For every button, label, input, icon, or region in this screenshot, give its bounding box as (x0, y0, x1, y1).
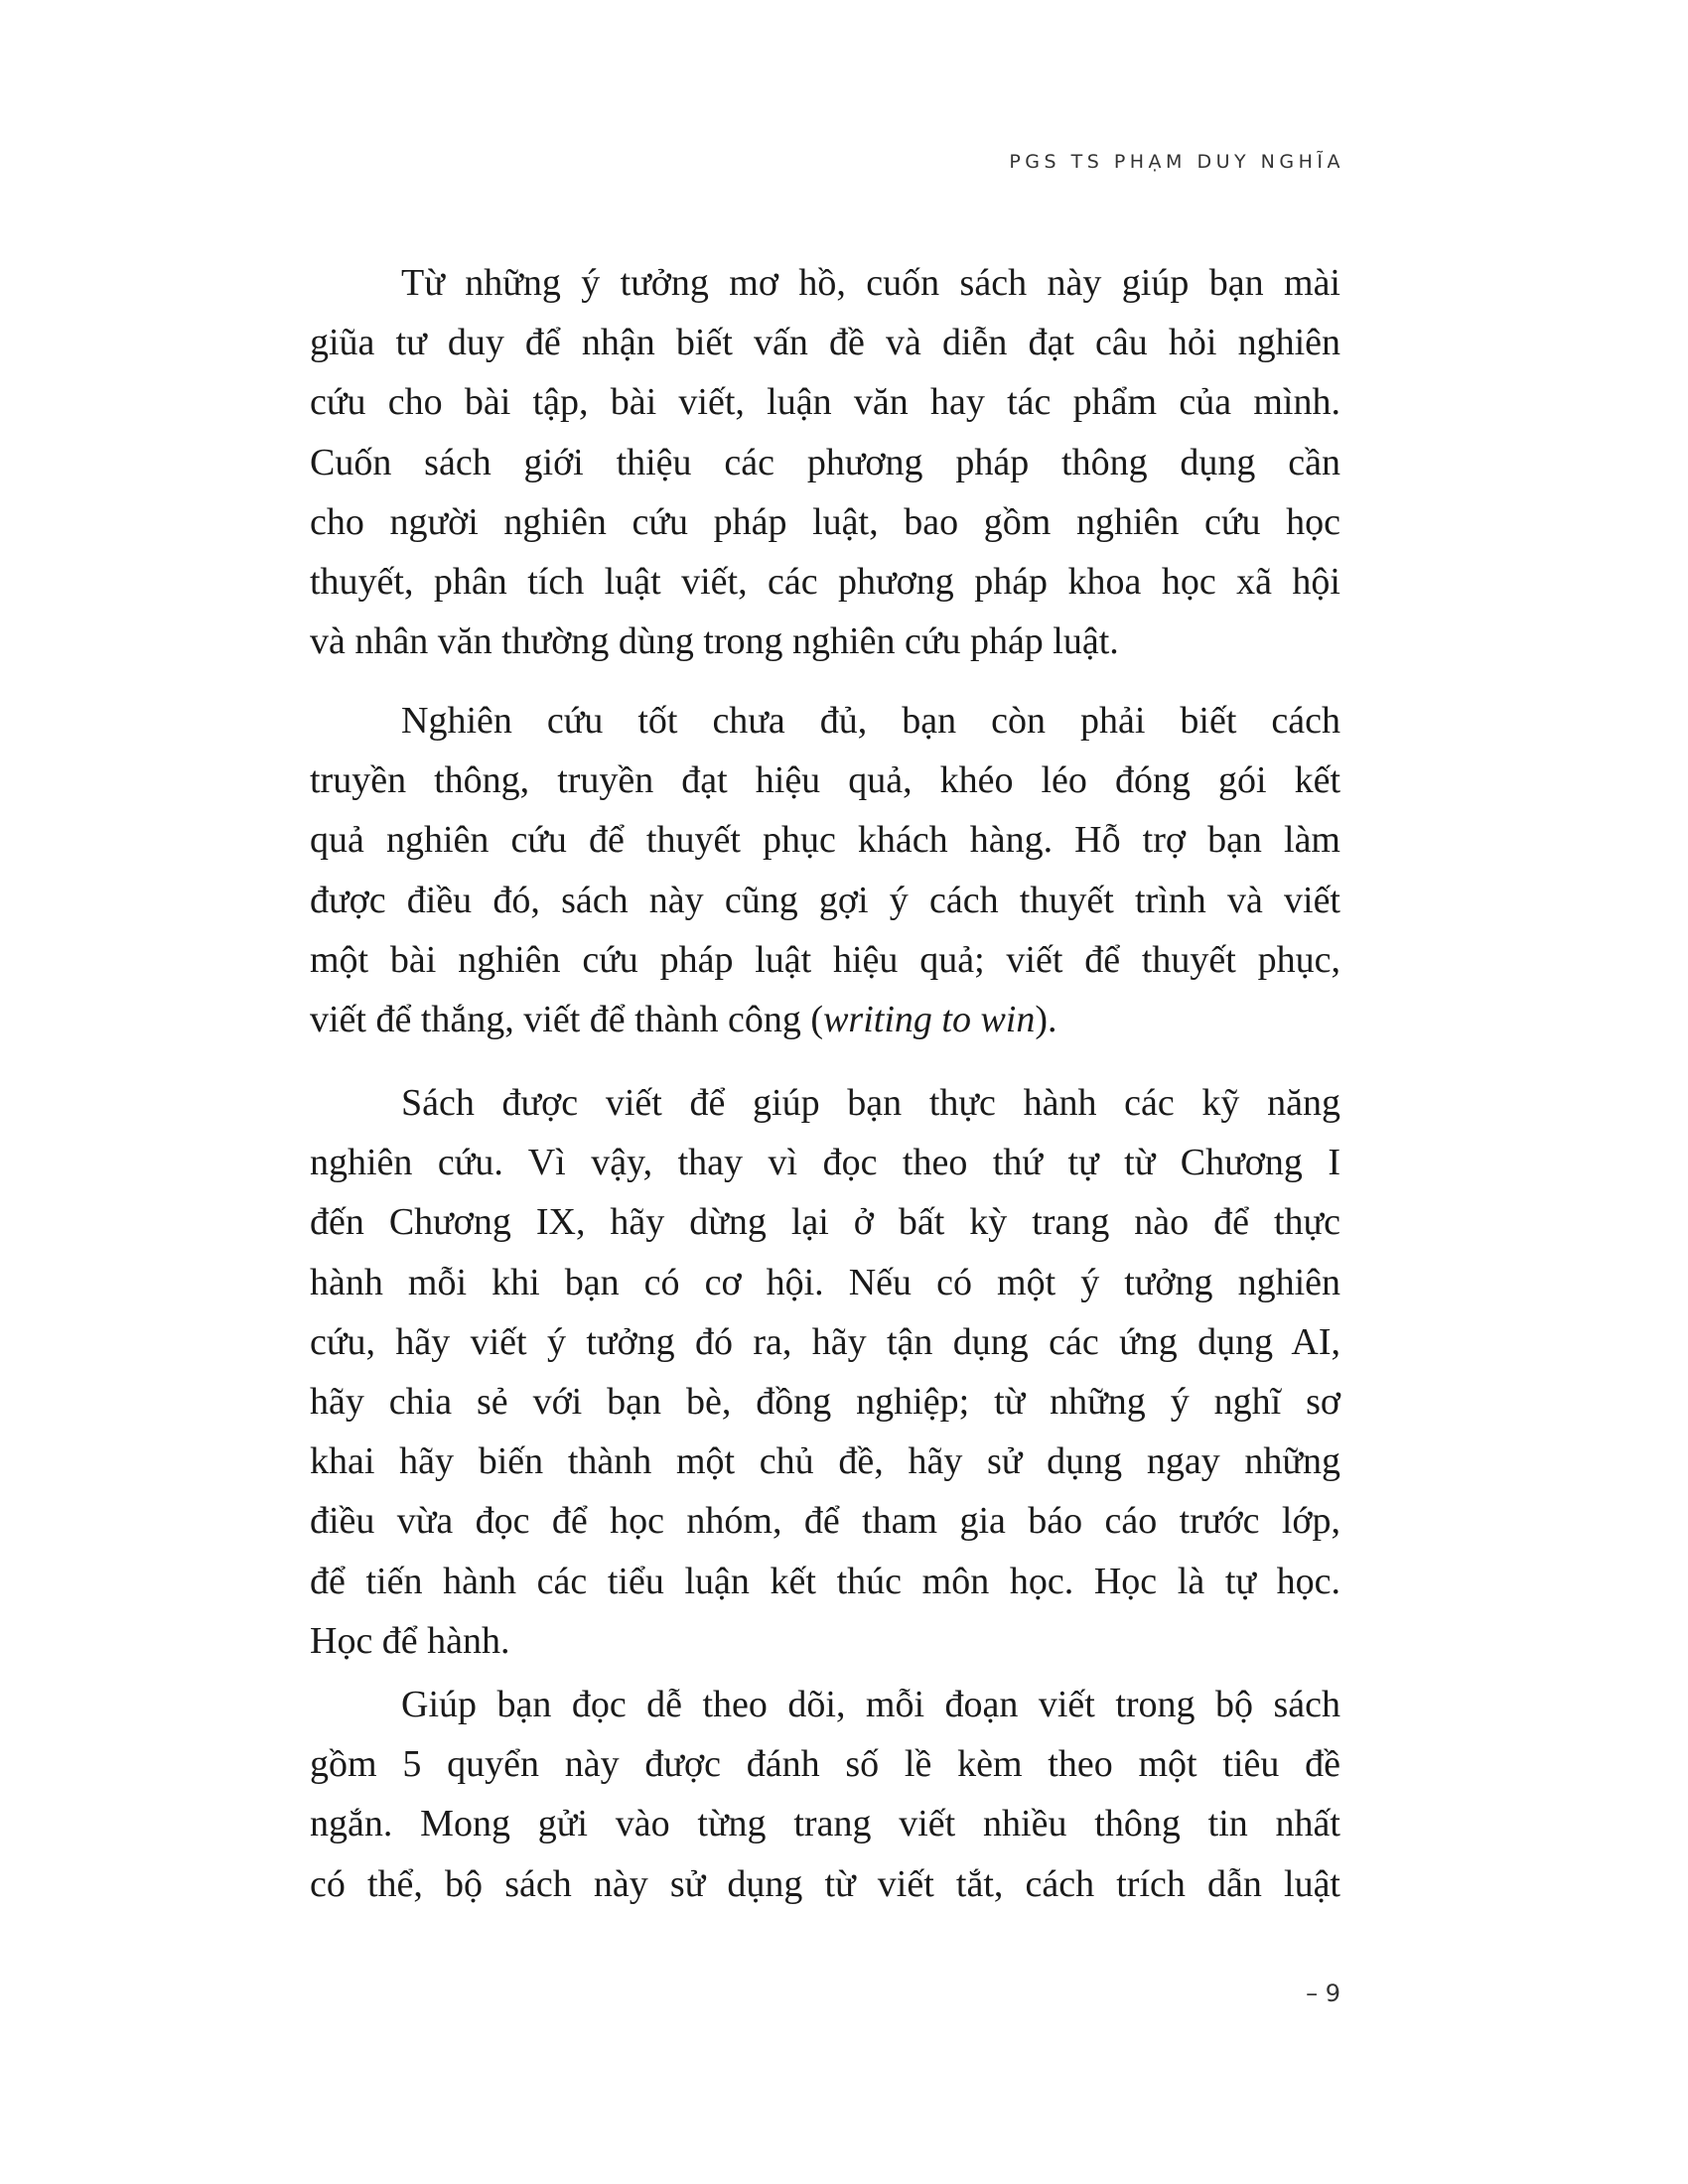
text-line: nghiên cứu. Vì vậy, thay vì đọc theo thứ tự từ Chương I (310, 1142, 1340, 1184)
running-header-author: PGS TS PHẠM DUY NGHĨA (1009, 151, 1344, 173)
paragraph-2 (310, 691, 1340, 1049)
text-line: quả nghiên cứu để thuyết phục khách hàng. Hỗ trợ bạn làm (310, 819, 1340, 862)
text-line: truyền thông, truyền đạt hiệu quả, khéo léo đóng gói kết (310, 759, 1340, 802)
text-line: Sách được viết để giúp bạn thực hành các kỹ năng (401, 1082, 1340, 1124)
text-line: khai hãy biến thành một chủ đề, hãy sử dụng ngay những (310, 1440, 1340, 1483)
text-line: và nhân văn thường dùng trong nghiên cứu pháp luật. (310, 620, 1119, 663)
text-line: Nghiên cứu tốt chưa đủ, bạn còn phải biết cách (401, 700, 1340, 742)
text-line: Học để hành. (310, 1619, 510, 1662)
text-segment: ). (1035, 998, 1057, 1040)
text-line: một bài nghiên cứu pháp luật hiệu quả; viết để thuyết phục, (310, 938, 1340, 981)
text-line: hãy chia sẻ với bạn bè, đồng nghiệp; từ những ý nghĩ sơ (310, 1380, 1340, 1423)
text-line: cứu cho bài tập, bài viết, luận văn hay tác phẩm của mình. (310, 381, 1340, 424)
page-number: – 9 (1306, 1979, 1340, 2007)
text-line (310, 990, 1340, 1049)
text-line: có thể, bộ sách này sử dụng từ viết tắt, cách trích dẫn luật (310, 1862, 1340, 1905)
text-line: gồm 5 quyển này được đánh số lề kèm theo một tiêu đề (310, 1743, 1340, 1786)
text-line: ngắn. Mong gửi vào từng trang viết nhiều thông tin nhất (310, 1803, 1340, 1845)
paragraph-4 (310, 1675, 1340, 1914)
paragraph-3 (310, 1073, 1340, 1671)
italic-phrase: writing to win (823, 998, 1036, 1040)
text-line: cho người nghiên cứu pháp luật, bao gồm nghiên cứu học (310, 500, 1340, 543)
text-line: cứu, hãy viết ý tưởng đó ra, hãy tận dụng các ứng dụng AI, (310, 1320, 1340, 1363)
text-line: Cuốn sách giới thiệu các phương pháp thông dụng cần (310, 441, 1340, 483)
text-line: được điều đó, sách này cũng gợi ý cách thuyết trình và viết (310, 879, 1340, 921)
text-line: hành mỗi khi bạn có cơ hội. Nếu có một ý tưởng nghiên (310, 1261, 1340, 1303)
text-line: Giúp bạn đọc dễ theo dõi, mỗi đoạn viết trong bộ sách (401, 1684, 1340, 1725)
text-line: Từ những ý tưởng mơ hồ, cuốn sách này giúp bạn mài (401, 262, 1340, 304)
text-line: đến Chương IX, hãy dừng lại ở bất kỳ trang nào để thực (310, 1201, 1340, 1244)
paragraph-1 (310, 253, 1340, 671)
text-line: thuyết, phân tích luật viết, các phương pháp khoa học xã hội (310, 560, 1340, 603)
text-line: giũa tư duy để nhận biết vấn đề và diễn đạt câu hỏi nghiên (310, 322, 1340, 364)
text-segment: viết để thắng, viết để thành công ( (310, 998, 824, 1040)
text-line: để tiến hành các tiểu luận kết thúc môn học. Học là tự học. (310, 1560, 1340, 1602)
text-line: điều vừa đọc để học nhóm, để tham gia báo cáo trước lớp, (310, 1500, 1340, 1543)
